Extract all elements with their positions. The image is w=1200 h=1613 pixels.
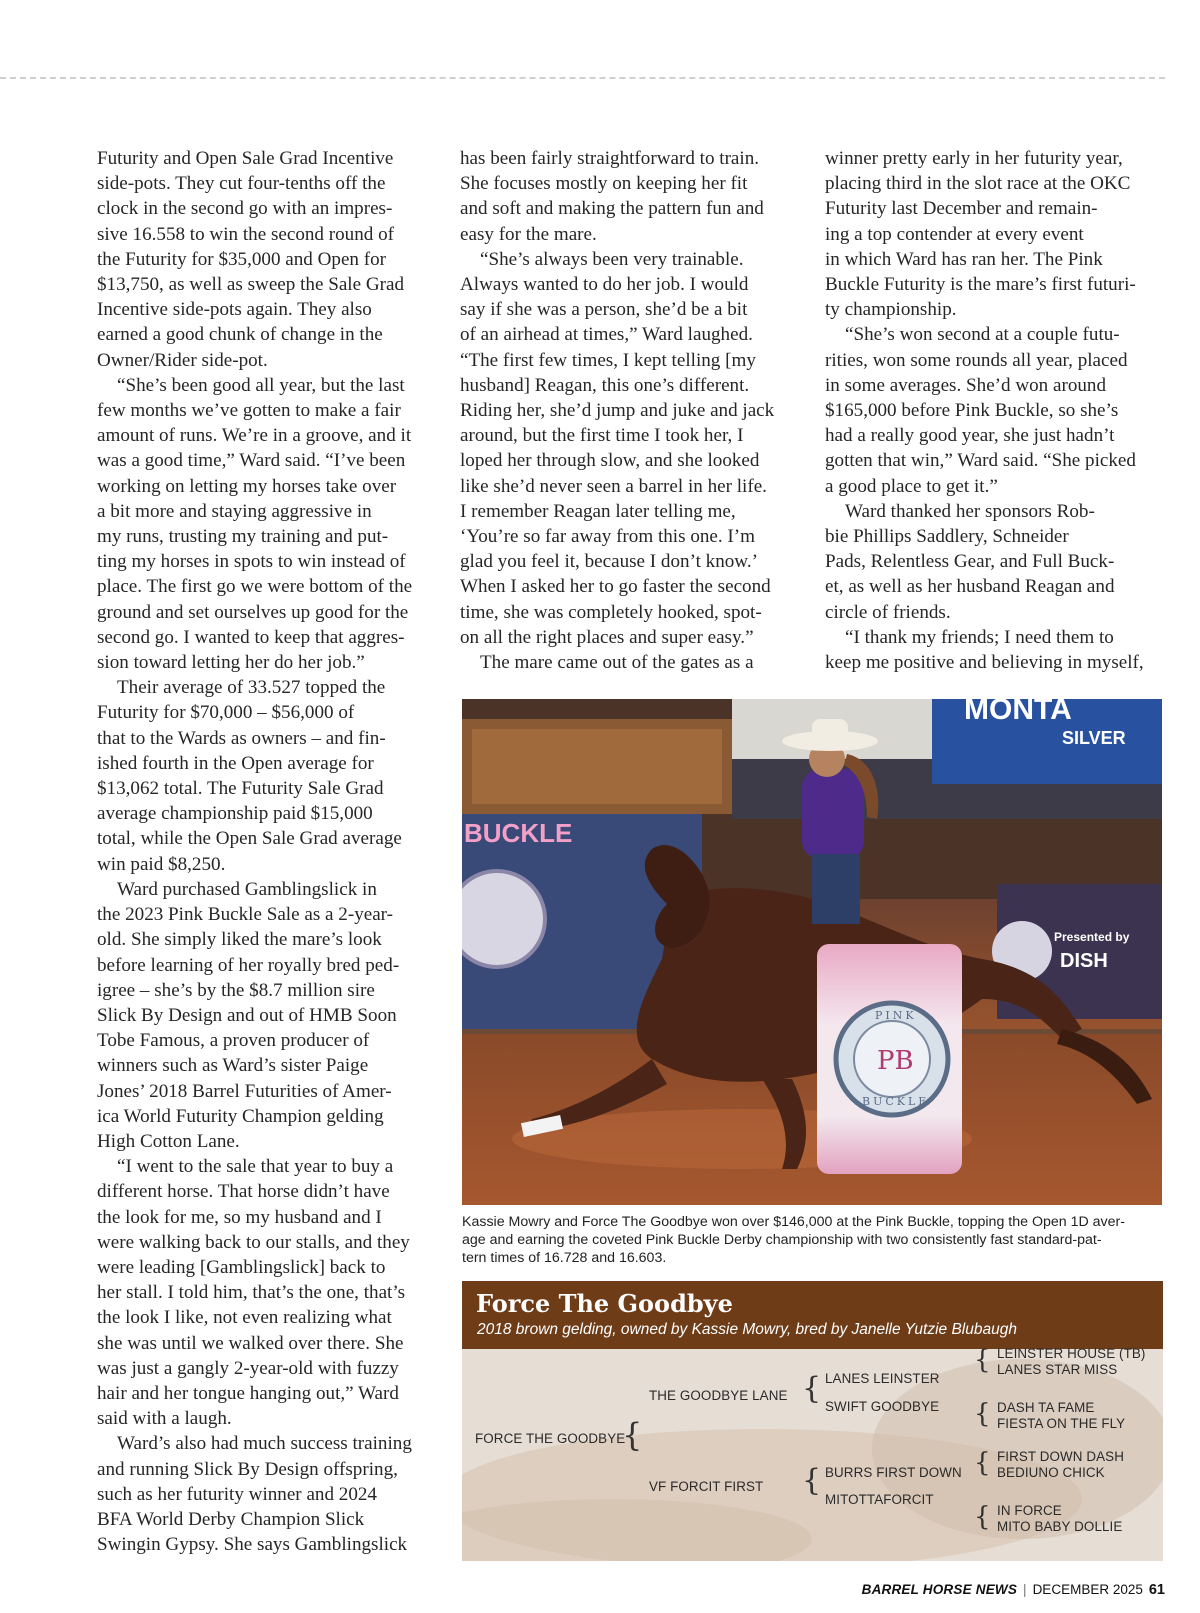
article-line: Jones’ 2018 Barrel Futurities of Amer- [97,1080,392,1102]
banner-left-text: BUCKLE [464,818,573,848]
footer-separator: | [1023,1582,1027,1597]
article-line: my runs, trusting my training and put- [97,526,389,548]
article-line: “I thank my friends; I need them to [845,626,1114,648]
article-line: Futurity and Open Sale Grad Incentive [97,148,394,169]
pedigree-brace: { [974,1399,991,1429]
article-line: a bit more and staying aggressive in [97,500,372,522]
article-line: a good place to get it.” [825,475,998,497]
article-line: ished fourth in the Open average for [97,752,374,774]
barrel-racing-photo [462,699,1162,1205]
article-line: her stall. I told him, that’s the one, that’s [97,1282,406,1304]
article-line: $13,750, as well as sweep the Sale Grad [97,274,405,296]
banner-right-sub: SILVER [1062,728,1126,748]
pedigree-box [462,1281,1163,1561]
article-line: had a really good year, she just hadn’t [825,425,1115,447]
article-line: Slick By Design and out of HMB Soon [97,1004,397,1026]
article-line: et, as well as her husband Reagan and [825,576,1115,598]
article-line: before learning of her royally bred ped- [97,954,400,976]
article-line: She focuses mostly on keeping her fit [460,173,748,195]
article-line: “The first few times, I kept telling [my [460,349,756,371]
caption-line: tern times of 16.728 and 16.603. [462,1250,667,1266]
article-line: Incentive side-pots again. They also [97,299,372,321]
article-line: glad you feel it, because I don’t know.’ [460,551,758,573]
pedigree-brace: { [622,1416,643,1454]
photo-caption [462,1213,1162,1267]
pedigree-brace: { [974,1502,991,1532]
article-line: sion toward letting her do her job.” [97,652,365,674]
article-line: bie Phillips Saddlery, Schneider [825,526,1069,548]
article-line: $165,000 before Pink Buckle, so she’s [825,400,1119,422]
article-line: winners such as Ward’s sister Paige [97,1055,369,1077]
pedigree-brace: { [974,1345,991,1375]
article-line: Pads, Relentless Gear, and Full Buck- [825,551,1115,573]
article-line: ting my horses in spots to win instead of [97,551,406,573]
pedigree-dam-dam: MITOTTAFORCIT [825,1492,934,1507]
article-line: When I asked her to go faster the second [460,576,771,598]
article-line: win paid $8,250. [97,853,226,875]
article-line: different horse. That horse didn’t have [97,1181,390,1203]
article-line: and soft and making the pattern fun and [460,198,764,220]
article-line: ing a top contender at every event [825,223,1084,245]
pedigree-g3: FIESTA ON THE FLY [997,1416,1126,1431]
article-line: Riding her, she’d jump and juke and jack [460,400,775,422]
article-line: the look for me, so my husband and I [97,1206,382,1228]
article-line: Tobe Famous, a proven producer of [97,1030,370,1052]
article-line: winner pretty early in her futurity year, [825,148,1123,169]
article-column-3 [825,146,1170,675]
pedigree-brace: { [802,1463,822,1498]
barrel-logo: PB [877,1046,914,1076]
article-line: around, but the first time I took her, I [460,425,744,447]
article-line: said with a laugh. [97,1408,232,1430]
article-line: on all the right places and super easy.” [460,626,754,648]
article-line: placing third in the slot race at the OKC [825,173,1131,195]
article-line: husband] Reagan, this one’s different. [460,374,750,396]
article-line: the 2023 Pink Buckle Sale as a 2-year- [97,904,394,926]
article-line: amount of runs. We’re in a groove, and it [97,425,412,447]
article-line: old. She simply liked the mare’s look [97,929,382,951]
article-line: side-pots. They cut four-tenths off the [97,173,386,195]
article-line: ica World Futurity Champion gelding [97,1105,384,1127]
article-column-1 [97,146,437,1557]
article-column-2 [460,146,805,675]
pedigree-subtitle: 2018 brown gelding, owned by Kassie Mowry, bred by Janelle Yutzie Blubaugh [477,1321,1017,1338]
article-line: sive 16.558 to win the second round of [97,223,394,245]
article-line: of an airhead at times,” Ward laughed. [460,324,753,346]
pedigree-g3: MITO BABY DOLLIE [997,1519,1123,1534]
article-line: was just a gangly 2-year-old with fuzzy [97,1357,399,1379]
article-line: time, she was completely hooked, spot- [460,601,762,623]
article-line: place. The first go we were bottom of the [97,576,413,598]
article-line: igree – she’s by the $8.7 million sire [97,979,375,1001]
article-line: keep me positive and believing in myself, [825,652,1144,674]
pedigree-brace: { [802,1371,822,1406]
article-line: High Cotton Lane. [97,1130,240,1152]
pedigree-sire-sire: LANES LEINSTER [825,1371,940,1386]
pedigree-sire: THE GOODBYE LANE [649,1388,788,1403]
article-line: in some averages. She’d won around [825,374,1107,396]
article-line: ty championship. [825,299,957,321]
pedigree-brace: { [974,1448,991,1478]
article-line: ground and set ourselves up good for the [97,601,409,623]
page-footer [862,1582,1165,1598]
article-line: she was until we walked over there. She [97,1332,404,1354]
caption-line: age and earning the coveted Pink Buckle Derby championship with two consistently fast standard-pat- [462,1232,1102,1248]
pedigree-sire-dam: SWIFT GOODBYE [825,1399,940,1414]
article-line: easy for the mare. [460,223,597,245]
article-line: I remember Reagan later telling me, [460,500,736,522]
issue-date: DECEMBER 2025 [1032,1582,1143,1597]
article-line: clock in the second go with an impres- [97,198,393,220]
sponsor-text-2: DISH [1060,950,1108,972]
sponsor-text: Presented by [1054,930,1130,944]
caption-line: Kassie Mowry and Force The Goodbye won over $146,000 at the Pink Buckle, topping the Open 1D aver- [462,1214,1125,1230]
article-line: circle of friends. [825,601,951,623]
article-line: loped her through slow, and she looked [460,450,760,472]
article-line: rities, won some rounds all year, placed [825,349,1128,371]
article-line: ‘You’re so far away from this one. I’m [460,526,756,548]
pedigree-header [462,1281,1163,1349]
barrel-bottom-text: BUCKLE [862,1095,930,1108]
banner-right-text: MONTA [964,699,1072,726]
article-line: second go. I wanted to keep that aggres- [97,626,405,648]
article-line: that to the Wards as owners – and fin- [97,727,386,749]
pedigree-g3: IN FORCE [997,1503,1062,1518]
pedigree-g3: DASH TA FAME [997,1400,1095,1415]
page-number: 61 [1148,1582,1165,1598]
article-line: few months we’ve gotten to make a fair [97,400,401,422]
article-line: Always wanted to do her job. I would [460,274,749,296]
pedigree-horse: FORCE THE GOODBYE [475,1431,626,1446]
article-line: hair and her tongue hanging out,” Ward [97,1382,399,1404]
article-line: Their average of 33.527 topped the [117,677,386,699]
article-line: Futurity last December and remain- [825,198,1098,220]
article-line: “She’s been good all year, but the last [117,374,405,396]
article-line: say if she was a person, she’d be a bit [460,299,748,321]
article-line: the Futurity for $35,000 and Open for [97,248,387,270]
magazine-name: BARREL HORSE NEWS [861,1582,1018,1597]
article-line: Futurity for $70,000 – $56,000 of [97,702,355,724]
article-line: gotten that win,” Ward said. “She picked [825,450,1136,472]
article-line: “She’s won second at a couple futu- [845,324,1120,346]
article-line: Buckle Futurity is the mare’s first futuri- [825,274,1136,296]
article-line: in which Ward has ran her. The Pink [825,248,1103,270]
article-line: earned a good chunk of change in the [97,324,383,346]
article-line: “She’s always been very trainable. [480,248,744,270]
article-line: the look I like, not even realizing what [97,1307,392,1329]
article-line: and running Slick By Design offspring, [97,1458,398,1480]
photo-illustration [462,699,1162,1205]
article-line: were leading [Gamblingslick] back to [97,1256,386,1278]
article-line: has been fairly straightforward to train. [460,148,760,169]
article-line: such as her futurity winner and 2024 [97,1483,377,1505]
pedigree-dam: VF FORCIT FIRST [649,1479,764,1494]
article-line: $13,062 total. The Futurity Sale Grad [97,778,384,800]
pedigree-g3: LANES STAR MISS [997,1362,1118,1377]
article-line: Ward purchased Gamblingslick in [117,878,377,900]
article-line: BFA World Derby Champion Slick [97,1508,365,1530]
rider [802,769,864,859]
top-dashed-rule [0,77,1165,79]
article-line: were walking back to our stalls, and they [97,1231,410,1253]
pedigree-title: Force The Goodbye [476,1289,733,1318]
article-line: average championship paid $15,000 [97,803,373,825]
pedigree-g3: BEDIUNO CHICK [997,1465,1105,1480]
barrel-top-text: PINK [875,1009,917,1022]
article-line: Swingin Gypsy. She says Gamblingslick [97,1534,408,1556]
pedigree-g3: FIRST DOWN DASH [997,1449,1124,1464]
pedigree-dam-sire: BURRS FIRST DOWN [825,1465,962,1480]
article-line: Ward thanked her sponsors Rob- [845,500,1095,522]
article-line: The mare came out of the gates as a [480,652,754,674]
pedigree-g3: LEINSTER HOUSE (TB) [997,1346,1146,1361]
article-line: like she’d never seen a barrel in her life. [460,475,767,497]
article-line: working on letting my horses take over [97,475,397,497]
article-line: was a good time,” Ward said. “I’ve been [97,450,406,472]
article-line: total, while the Open Sale Grad average [97,828,402,850]
article-line: “I went to the sale that year to buy a [117,1156,394,1178]
article-line: Ward’s also had much success training [117,1433,412,1455]
article-line: Owner/Rider side-pot. [97,349,268,371]
